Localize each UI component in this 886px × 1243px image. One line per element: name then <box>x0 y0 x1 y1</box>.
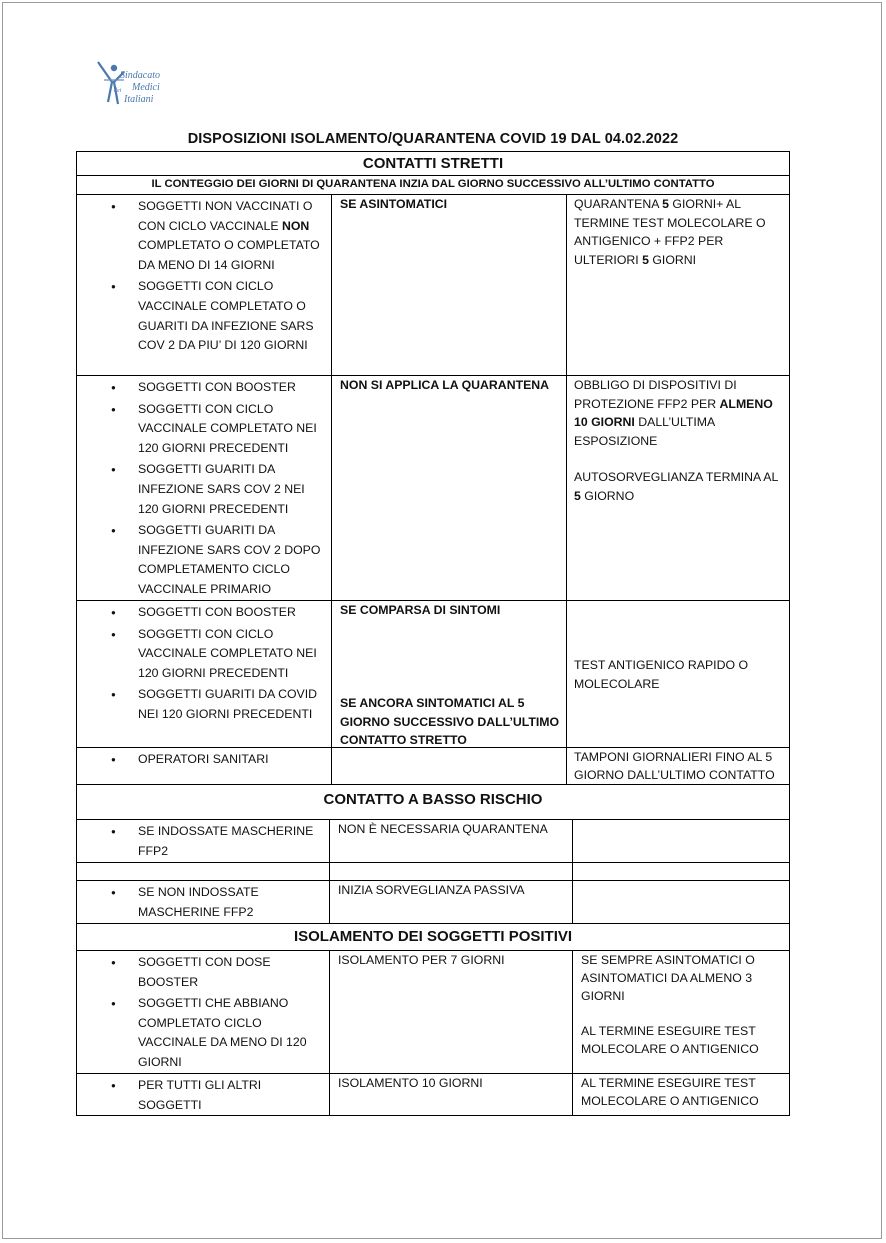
list-item: ● SOGGETTI CON DOSE BOOSTER <box>77 953 331 992</box>
section-header-contatti-stretti <box>76 151 790 176</box>
condition-text: ISOLAMENTO PER 7 GIORNI <box>338 953 505 967</box>
table-row <box>76 601 790 748</box>
empty-cell <box>329 863 572 880</box>
condition-cell <box>331 376 566 600</box>
subjects-cell <box>77 748 331 784</box>
table-row <box>76 195 790 376</box>
section-title: ISOLAMENTO DEI SOGGETTI POSITIVI <box>293 928 573 945</box>
condition-cell <box>331 601 566 747</box>
subjects-cell <box>77 820 331 862</box>
condition-text: SE ASINTOMATICI <box>340 197 448 211</box>
item-text-bold: NON <box>281 218 310 233</box>
empty-cell <box>77 863 331 880</box>
logo-line-3: Italiani <box>124 94 154 105</box>
list-item <box>77 197 331 275</box>
rules-table <box>76 151 790 1116</box>
list-item: ● SOGGETTI CON CICLO VACCINALE COMPLETATO NEI 120 GIORNI PRECEDENTI <box>77 400 331 459</box>
list-item: ● SOGGETTI CON CICLO VACCINALE COMPLETATO O GUARITI DA INFEZIONE SARS COV 2 DA PIU’ DI 120 GIORNI <box>77 277 331 355</box>
section-subheader <box>76 176 790 195</box>
logo-text <box>114 70 160 106</box>
list-item: ● SOGGETTI GUARITI DA INFEZIONE SARS COV 2 NEI 120 GIORNI PRECEDENTI <box>77 460 331 519</box>
measure-text: SE SEMPRE ASINTOMATICI O ASINTOMATICI DA ALMENO 3 GIORNI <box>581 953 755 1003</box>
list-item: ● SE INDOSSATE MASCHERINE FFP2 <box>77 822 331 861</box>
logo-line-1: Sindacato <box>120 70 160 81</box>
section-title: CONTATTI STRETTI <box>362 155 504 172</box>
subjects-cell <box>77 376 331 600</box>
subheader-text: IL CONTEGGIO DEI GIORNI DI QUARANTENA INZIA DAL GIORNO SUCCESSIVO ALL’ULTIMO CONTATTO <box>151 178 715 190</box>
subjects-cell <box>77 195 331 375</box>
empty-cell <box>572 863 789 880</box>
condition-cell <box>329 820 572 862</box>
measure-text-bold: 5 <box>642 252 649 267</box>
table-row <box>76 951 790 1074</box>
measure-text: AUTOSORVEGLIANZA TERMINA AL <box>574 470 778 484</box>
measure-cell <box>572 1074 789 1115</box>
measure-cell <box>566 376 789 600</box>
list-item: ● SOGGETTI GUARITI DA INFEZIONE SARS COV 2 DOPO COMPLETAMENTO CICLO VACCINALE PRIMARIO <box>77 521 331 599</box>
measure-text-bold: ALMENO 10 GIORNI <box>574 396 773 429</box>
subjects-cell <box>77 881 331 923</box>
condition-text: SE ANCORA SINTOMATICI AL 5 GIORNO SUCCESSIVO DALL’ULTIMO CONTATTO STRETTO <box>340 696 560 747</box>
list-item: ● SOGGETTI CHE ABBIANO COMPLETATO CICLO VACCINALE DA MENO DI 120 GIORNI <box>77 994 331 1072</box>
condition-cell <box>329 1074 572 1115</box>
condition-cell <box>331 195 566 375</box>
list-item: ● SOGGETTI CON BOOSTER <box>77 378 331 398</box>
measure-cell <box>572 951 789 1073</box>
item-text: COMPLETATO O COMPLETATO DA MENO DI 14 GIORNI <box>138 238 320 272</box>
condition-text: NON È NECESSARIA QUARANTENA <box>338 822 548 836</box>
section-title: CONTATTO A BASSO RISCHIO <box>323 791 543 808</box>
condition-cell <box>329 881 572 923</box>
section-header-basso-rischio <box>76 785 790 820</box>
table-row-empty <box>76 863 790 881</box>
measure-cell <box>572 881 789 923</box>
condition-text: NON SI APPLICA LA QUARANTENA <box>340 378 550 392</box>
list-item: ● PER TUTTI GLI ALTRI SOGGETTI <box>77 1076 331 1115</box>
measure-text: AL TERMINE ESEGUIRE TEST MOLECOLARE O ANTIGENICO <box>581 1076 759 1108</box>
list-item: ● SOGGETTI GUARITI DA COVID NEI 120 GIORNI PRECEDENTI <box>77 685 331 724</box>
measure-cell <box>566 601 789 747</box>
measure-text: DALL’ULTIMA ESPOSIZIONE <box>574 415 715 448</box>
measure-text-bold: 5 <box>574 488 581 503</box>
measure-cell <box>566 748 789 784</box>
measure-text: QUARANTENA <box>574 197 663 211</box>
table-row <box>76 376 790 601</box>
measure-text: AL TERMINE ESEGUIRE TEST MOLECOLARE O ANTIGENICO <box>581 1024 759 1056</box>
section-header-isolamento <box>76 924 790 951</box>
subjects-cell <box>77 1074 331 1115</box>
subjects-cell <box>77 601 331 747</box>
list-item: ● SOGGETTI CON CICLO VACCINALE COMPLETATO NEI 120 GIORNI PRECEDENTI <box>77 625 331 684</box>
condition-cell <box>331 748 566 784</box>
measure-text-bold: 5 <box>662 197 669 211</box>
table-row <box>76 820 790 863</box>
condition-text: INIZIA SORVEGLIANZA PASSIVA <box>338 883 525 897</box>
item-text: SOGGETTI NON VACCINATI O CON CICLO VACCINALE <box>138 199 313 233</box>
list-item: ● SOGGETTI CON BOOSTER <box>77 603 331 623</box>
subjects-cell <box>77 951 331 1073</box>
logo-line-2: Medici <box>132 82 160 93</box>
table-row <box>76 881 790 924</box>
table-row <box>76 1074 790 1116</box>
document-title: DISPOSIZIONI ISOLAMENTO/QUARANTENA COVID 19 DAL 04.02.2022 <box>187 131 679 147</box>
measure-cell <box>572 820 789 862</box>
condition-cell <box>329 951 572 1073</box>
list-item: ● OPERATORI SANITARI <box>77 750 331 770</box>
measure-text: TEST ANTIGENICO RAPIDO O MOLECOLARE <box>574 658 749 691</box>
list-item: ● SE NON INDOSSATE MASCHERINE FFP2 <box>77 883 331 922</box>
condition-text: SE COMPARSA DI SINTOMI <box>340 603 501 617</box>
measure-text: TAMPONI GIORNALIERI FINO AL 5 GIORNO DALL’ULTIMO CONTATTO <box>574 750 775 782</box>
condition-text: ISOLAMENTO 10 GIORNI <box>338 1076 483 1090</box>
measure-text: GIORNI+ AL TERMINE TEST MOLECOLARE O ANTIGENICO + FFP2 PER ULTERIORI <box>574 197 766 267</box>
measure-text: GIORNO <box>580 488 635 503</box>
table-row <box>76 748 790 785</box>
measure-cell <box>566 195 789 375</box>
logo-small-word: dei <box>114 88 122 94</box>
measure-text: OBBLIGO DI DISPOSITIVI DI PROTEZIONE FFP2 PER <box>574 378 737 411</box>
measure-text: GIORNI <box>648 252 697 267</box>
